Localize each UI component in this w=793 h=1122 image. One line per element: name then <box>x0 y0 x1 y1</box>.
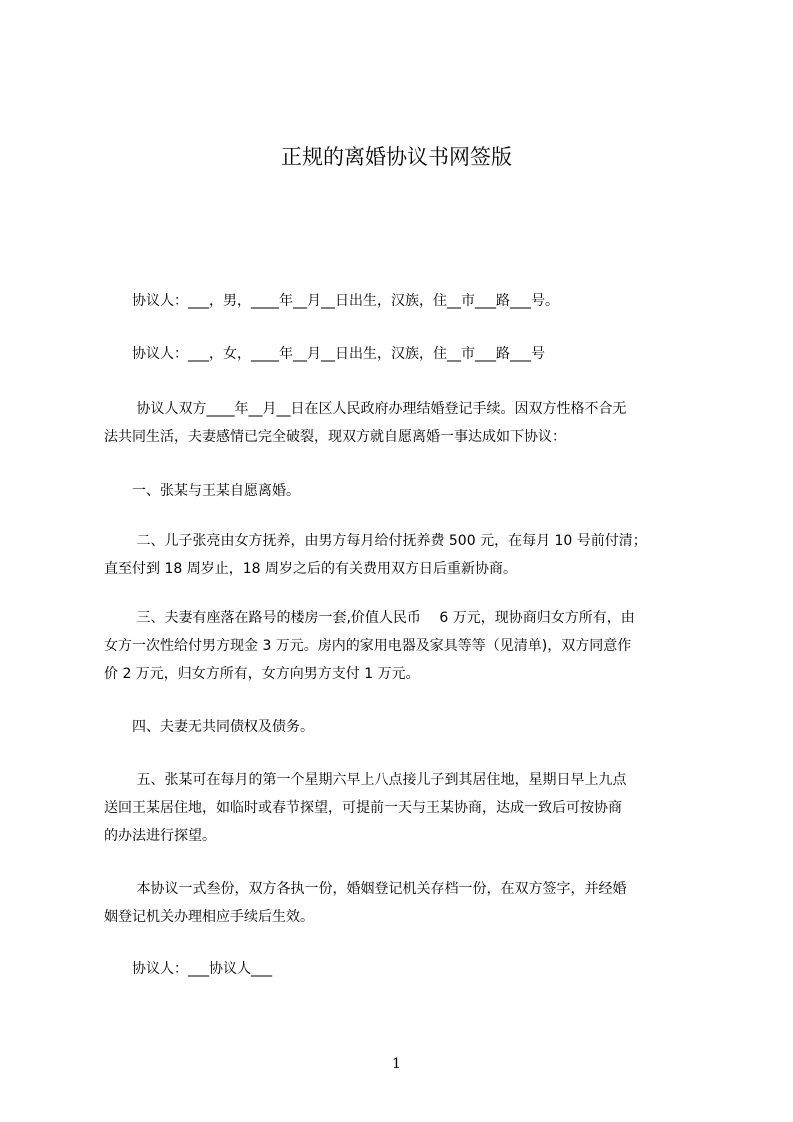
paragraph-line: 协议人：___，女，____年__月__日出生，汉族，住__市___路___号 <box>104 346 545 362</box>
paragraph-line: 协议人双方____年__月__日在区人民政府办理结婚登记手续。因双方性格不合无 <box>104 401 627 417</box>
party-female-paragraph <box>104 340 704 368</box>
paragraph-line: 直至付到 18 周岁止，18 周岁之后的有关费用双方日后重新协商。 <box>104 561 517 577</box>
paragraph-line: 协议人：___，男，____年__月__日出生，汉族，住__市___路___号。 <box>104 293 559 309</box>
party-male-paragraph <box>104 287 704 315</box>
paragraph-line: 四、夫妻无共同债权及债务。 <box>104 719 314 735</box>
paragraph-line: 送回王某居住地，如临时或春节探望，可提前一天与王某协商，达成一致后可按协商 <box>104 800 622 816</box>
paragraph-line: 法共同生活，夫妻感情已完全破裂，现双方就自愿离婚一事达成如下协议： <box>104 429 566 445</box>
paragraph-line: 二、儿子张亮由女方抚养，由男方每月给付抚养费 500 元，在每月 10 号前付清； <box>104 533 647 549</box>
paragraph-line: 女方一次性给付男方现金 3 万元。房内的家用电器及家具等等（见清单)，双方同意作 <box>104 638 632 654</box>
paragraph-line: 协议人：___协议人___ <box>104 961 272 977</box>
clause-two-paragraph <box>104 527 704 583</box>
marriage-background-paragraph <box>104 395 704 451</box>
clause-three-paragraph <box>104 604 704 688</box>
clause-one-paragraph <box>104 477 704 505</box>
paragraph-line: 本协议一式叁份，双方各执一份，婚姻登记机关存档一份，在双方签字，并经婚 <box>104 881 627 897</box>
paragraph-line: 五、张某可在每月的第一个星期六早上八点接儿子到其居住地，星期日早上九点 <box>104 772 627 788</box>
page-number: 1 <box>392 1056 401 1072</box>
paragraph-line: 三、夫妻有座落在路号的楼房一套,价值人民币 6 万元，现协商归女方所有，由 <box>104 610 635 626</box>
signature-paragraph <box>104 955 704 983</box>
paragraph-line: 的办法进行探望。 <box>104 828 216 844</box>
paragraph-line: 价 2 万元，归女方所有，女方向男方支付 1 万元。 <box>104 666 420 682</box>
paragraph-line: 姻登记机关办理相应手续后生效。 <box>104 909 314 925</box>
document-title: 正规的离婚协议书网签版 <box>281 145 512 169</box>
clause-four-paragraph <box>104 713 704 741</box>
paragraph-line: 一、张某与王某自愿离婚。 <box>104 483 300 499</box>
clause-five-paragraph <box>104 766 704 850</box>
effectiveness-paragraph <box>104 875 704 931</box>
